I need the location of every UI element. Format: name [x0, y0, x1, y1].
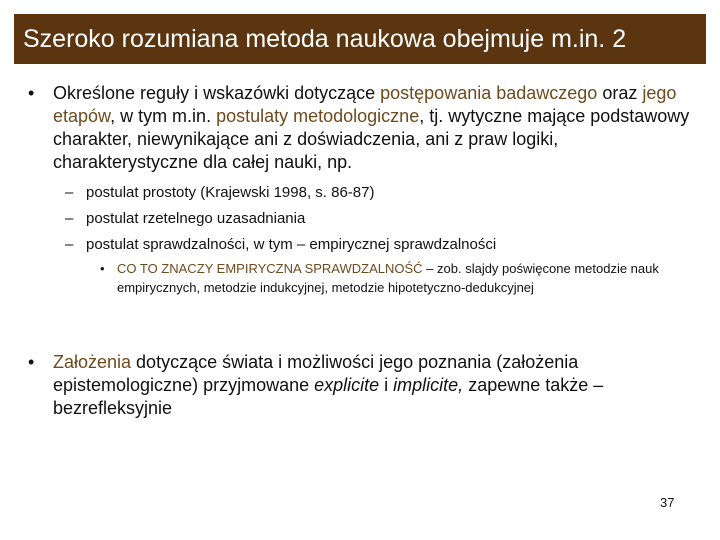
text-span: oraz: [597, 83, 643, 103]
page-number: 37: [660, 495, 675, 510]
text-span: i: [379, 375, 394, 395]
italic-explicite: explicite: [314, 375, 380, 395]
text-span: , tj. wytyczne mające podstawowy charakter, niewynikające ani z doświadczenia, ani z praw logiki, charakterystyczne dla całej nauki, np.: [53, 106, 690, 172]
dash-marker: –: [65, 236, 74, 253]
italic-implicite: implicite,: [393, 375, 464, 395]
sub-item-text: postulat rzetelnego uzasadniania: [86, 210, 306, 227]
title-bar: [14, 14, 706, 64]
slide-title: Szeroko rozumiana metoda naukowa obejmuje m.in. 2: [23, 25, 627, 53]
accent-methodological-postulates: postulaty metodologiczne: [216, 106, 420, 126]
accent-assumptions: Założenia: [53, 352, 132, 372]
bullet-methodological-rules: [53, 82, 693, 174]
text-span: dotyczące świata i możliwości jego poznania (założenia epistemologiczne) przyjmowane: [53, 352, 579, 395]
bullet-assumptions: [53, 351, 693, 420]
text-span: , w tym m.in.: [110, 106, 217, 126]
sub-item-verifiability: [65, 235, 496, 254]
accent-empirical-verifiability: CO TO ZNACZY EMPIRYCZNA SPRAWDZALNOŚĆ: [117, 261, 423, 276]
sub-item-text: postulat sprawdzalności, w tym – empirycznej sprawdzalności: [86, 236, 497, 253]
bullet-marker: •: [28, 83, 35, 103]
dash-marker: –: [65, 184, 74, 201]
text-span: Określone reguły i wskazówki dotyczące: [53, 83, 381, 103]
text-span: – zob. slajdy poświęcone metodzie nauk empirycznych, metodzie indukcyjnej, metodzie hipotetyczno-dedukcyjnej: [117, 261, 659, 295]
sub-item-text: postulat prostoty (Krajewski 1998, s. 86-87): [86, 184, 375, 201]
text-span: zapewne także – bezrefleksyjnie: [53, 375, 604, 418]
sub-item-simplicity: [65, 183, 374, 202]
accent-research-procedure: postępowania badawczego: [380, 83, 598, 103]
bullet-marker: •: [28, 352, 35, 372]
sub-sub-bullet-marker: •: [100, 261, 105, 276]
sub-item-justification: [65, 209, 305, 228]
dash-marker: –: [65, 210, 74, 227]
sub-sub-item-empirical-verifiability: [117, 259, 687, 297]
accent-stages: jego etapów: [53, 83, 677, 126]
